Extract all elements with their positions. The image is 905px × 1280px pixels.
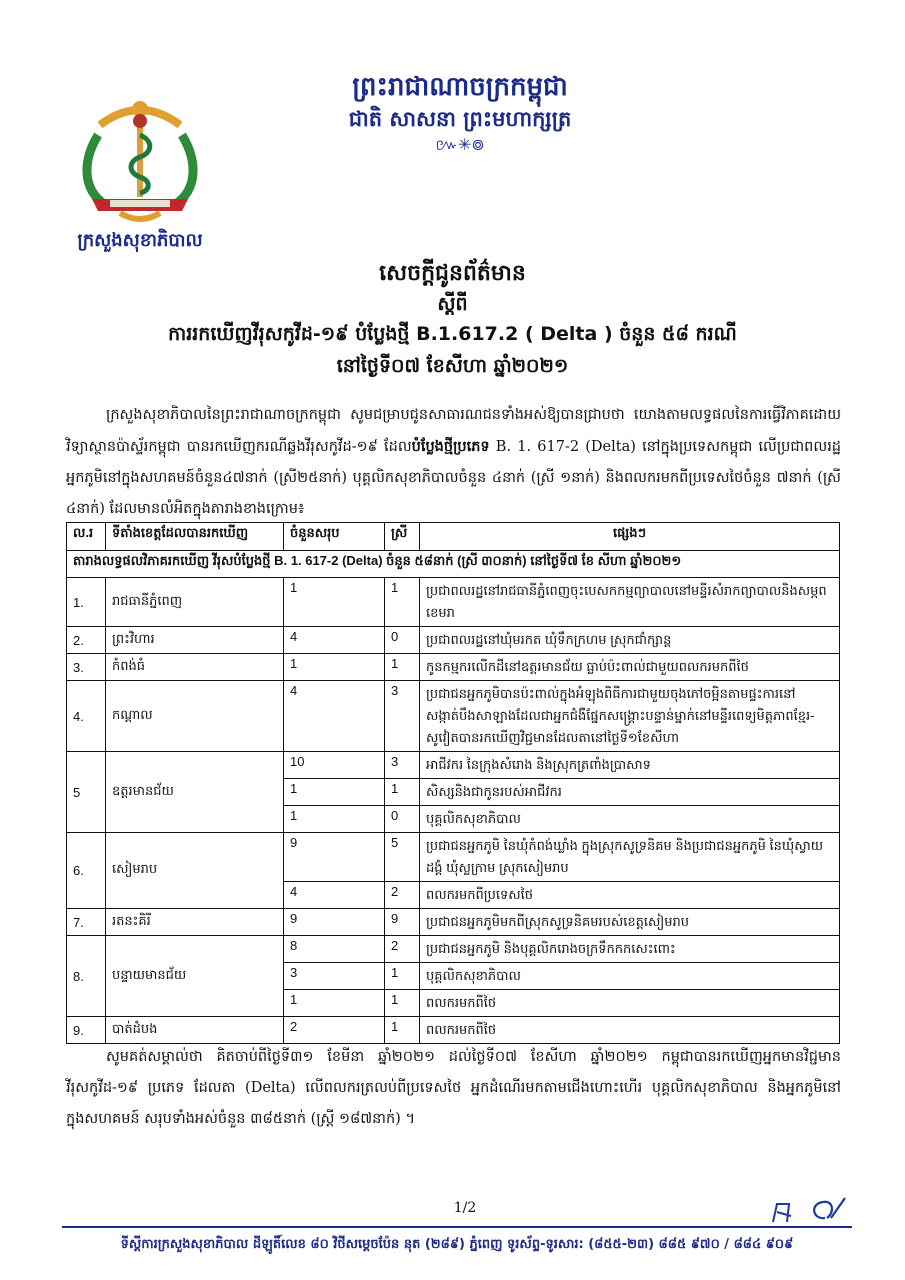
row-number: 4. — [67, 681, 106, 752]
row-number: 3. — [67, 654, 106, 681]
total-count: 9 — [284, 833, 385, 882]
table-row — [67, 654, 840, 681]
province-name: ឧត្តរមានជ័យ — [106, 752, 284, 833]
case-detail: ប្រជាជនអ្នកភូមិបានប៉ះពាល់ក្នុងអំឡុងពិធីការជាមួយចុងភៅចម្អិនតាមផ្ទះការនៅសង្កាត់បឹងសាឡាងដែលជាអ្នកជំងឺផ្នែកសង្គ្រោះបន្ទាន់ម្នាក់នៅមន្ទីរពេទ្យមិត្តភាពខ្មែរ-សូវៀតបានរកឃើញវិជ្ជមានដែលតានៅថ្ងៃទី១ខែសីហា — [420, 681, 840, 752]
row-number: 1. — [67, 578, 106, 627]
national-motto: ជាតិ សាសនា ព្រះមហាក្សត្រ — [348, 107, 572, 131]
table-header-row — [67, 523, 840, 551]
note-paragraph: សូមគត់សម្គាល់ថា គិតចាប់ពីថ្ងៃទី៣១ ខែមីនា ឆ្នាំ២០២១ ដល់ថ្ងៃទី០៧ ខែសីហា ឆ្នាំ២០២១ កម្ពុជាបានរកឃើញអ្នកមានវិជ្ជមានវីរុសកូវីដ-១៩ ប្រភេទ ដែលតា (Delta) លើពលករត្រលប់ពីប្រទេសថៃ អ្នកដំណើរមកតាមជើងហោះហើរ បុគ្គលិកសុខាភិបាល និងអ្នកភូមិនៅក្នុងសហគមន៍ សរុបទាំងអស់ចំនួន ៣៨៥នាក់ (ស្ត្រី ១៨៧នាក់) ។ — [66, 1049, 841, 1127]
female-count: 5 — [385, 833, 420, 882]
total-count: 3 — [284, 963, 385, 990]
document-title-block — [100, 258, 805, 382]
table-row — [67, 578, 840, 627]
province-name: កណ្តាល — [106, 681, 284, 752]
female-count: 3 — [385, 681, 420, 752]
header-location: ទីតាំងខេត្តដែលបានរកឃើញ — [106, 523, 284, 551]
ornament-divider-icon: ៚✳៙ — [435, 135, 485, 154]
row-number: 9. — [67, 1017, 106, 1044]
province-name: រាជធានីភ្នំពេញ — [106, 578, 284, 627]
total-count: 8 — [284, 936, 385, 963]
province-name: សៀមរាប — [106, 833, 284, 909]
ministry-name: ក្រសួងសុខាភិបាល — [77, 230, 203, 251]
row-number: 5 — [67, 752, 106, 833]
table-row — [67, 833, 840, 882]
case-detail: ប្រជាពលរដ្ឋនៅរាជធានីភ្នំពេញចុះបេសកកម្មព្យាបាលនៅមន្ទីរសំរាកព្យាបាលនិងសម្ភពខេមរា — [420, 578, 840, 627]
case-detail: បុគ្គលិកសុខាភិបាល — [420, 963, 840, 990]
title-subject: ការរកឃើញវីរុសកូវីដ-១៩ បំប្លែងថ្មី B.1.617.2 ( Delta ) ចំនួន ៥៨ ករណី — [168, 323, 737, 345]
table-row — [67, 909, 840, 936]
case-detail: ប្រជាជនអ្នកភូមិ និងបុគ្គលិករោងចក្រទឹកកកសេះពោះ — [420, 936, 840, 963]
table-row — [67, 681, 840, 752]
kingdom-name: ព្រះរាជាណាចក្រកម្ពុជា — [352, 72, 568, 102]
title-subject-label: ស្តីពី — [437, 293, 468, 315]
intro-text-part2: B. 1. 617-2 (Delta) នៅក្នុងប្រទេសកម្ពុជា លើប្រជាពលរដ្ឋអ្នកភូមិនៅក្នុងសហគមន៍ចំនួន៤៧នាក់ (ស្រី២៥នាក់) បុគ្គលិកសុខាភិបាលចំនួន ៤នាក់ (ស្រី ១នាក់) និងពលករមកពីប្រទេសថៃចំនួន ៧នាក់ (ស្រី ៤នាក់) ដែលមានលំអិតក្នុងតារាងខាងក្រោម៖ — [66, 439, 841, 517]
female-count: 1 — [385, 990, 420, 1017]
total-count: 4 — [284, 681, 385, 752]
case-detail: អាជីវករ នៃក្រុងសំរោង និងស្រុកត្រពាំងប្រាសាទ — [420, 752, 840, 779]
total-count: 1 — [284, 578, 385, 627]
total-count: 9 — [284, 909, 385, 936]
row-number: 6. — [67, 833, 106, 909]
header-female: ស្រី — [385, 523, 420, 551]
emblem-icon — [70, 95, 210, 225]
province-name: បន្ទាយមានជ័យ — [106, 936, 284, 1017]
total-count: 1 — [284, 654, 385, 681]
province-name: ព្រះវិហារ — [106, 627, 284, 654]
page-number: 1/2 — [453, 1200, 477, 1216]
row-number: 7. — [67, 909, 106, 936]
female-count: 1 — [385, 1017, 420, 1044]
case-detail: កូនកម្មករលើកដីនៅឧត្តរមានជ័យ ធ្លាប់ប៉ះពាល់ជាមួយពលករមកពីថៃ — [420, 654, 840, 681]
female-count: 2 — [385, 936, 420, 963]
table-subheader-row — [67, 551, 840, 578]
footer-address: ទីស្តីការក្រសួងសុខាភិបាល ដីឡូតិ៍លេខ ៨០ វិថីសម្តេចប៉ែន នុត (២៨៩) ភ្នំពេញ ទូរស័ព្ទ-ទូរសារ: (៨៥៥-២៣) ៨៨៥ ៩៧០ / ៨៨៤ ៩០៩ — [120, 1237, 794, 1252]
table-row — [67, 752, 840, 779]
total-count: 1 — [284, 806, 385, 833]
kingdom-header — [300, 70, 620, 156]
total-count: 4 — [284, 882, 385, 909]
case-detail: ពលករមកពីថៃ — [420, 990, 840, 1017]
table-subheader: តារាងលទ្ធផលវិភាគរកឃើញ វីរុសបំប្លែងថ្មី B. 1. 617-2 (Delta) ចំនួន ៥៨នាក់ (ស្រី ៣០នាក់) នៅថ្ងៃទី៧ ខែ សីហា ឆ្នាំ២០២១ — [67, 551, 840, 578]
female-count: 1 — [385, 779, 420, 806]
female-count: 3 — [385, 752, 420, 779]
total-count: 1 — [284, 779, 385, 806]
total-count: 10 — [284, 752, 385, 779]
header-no: ល.រ — [67, 523, 106, 551]
table-body — [67, 578, 840, 1044]
table-row — [67, 1017, 840, 1044]
case-detail: ប្រជាជនអ្នកភូមិ នៃឃុំកំពង់ឃ្លាំង ក្នុងស្រុកសូទ្រនិគម និងប្រជាជនអ្នកភូមិ នៃឃុំស្វាយដង្គំ ឃុំស្លក្រាម ស្រុកសៀមរាប — [420, 833, 840, 882]
ministry-emblem-logo — [70, 95, 210, 225]
handwritten-initials-icon — [765, 1194, 850, 1228]
cases-table — [66, 522, 840, 1044]
total-count: 4 — [284, 627, 385, 654]
case-detail: ពលករមកពីថៃ — [420, 1017, 840, 1044]
female-count: 9 — [385, 909, 420, 936]
province-name: បាត់ដំបង — [106, 1017, 284, 1044]
intro-paragraph — [66, 400, 841, 525]
province-name: កំពង់ធំ — [106, 654, 284, 681]
table-row — [67, 936, 840, 963]
document-type-title: សេចក្តីជូនព័ត៌មាន — [379, 261, 526, 286]
case-detail: ប្រជាជនអ្នកភូមិមកពីស្រុកសូទ្រនិគមរបស់ខេត្តសៀមរាប — [420, 909, 840, 936]
female-count: 2 — [385, 882, 420, 909]
intro-text-bold: បំប្លែងថ្មីប្រភេទ — [411, 438, 490, 455]
case-detail: ពលករមកពីប្រទេសថៃ — [420, 882, 840, 909]
province-name: រតនះគិរី — [106, 909, 284, 936]
female-count: 1 — [385, 654, 420, 681]
row-number: 2. — [67, 627, 106, 654]
header-total: ចំនួនសរុប — [284, 523, 385, 551]
title-date: នៅថ្ងៃទី០៧ ខែសីហា ឆ្នាំ២០២១ — [336, 355, 569, 377]
footer-divider — [62, 1226, 852, 1228]
case-detail: ប្រជាពលរដ្ឋនៅឃុំមរកត ឃុំទឹកក្រហម ស្រុកជាំក្សាន្ត — [420, 627, 840, 654]
female-count: 1 — [385, 963, 420, 990]
case-detail: សិស្សនិងជាកូនរបស់អាជីវករ — [420, 779, 840, 806]
total-count: 1 — [284, 990, 385, 1017]
female-count: 1 — [385, 578, 420, 627]
table-row — [67, 627, 840, 654]
case-detail: បុគ្គលិកសុខាភិបាល — [420, 806, 840, 833]
header-details: ផ្សេងៗ — [420, 523, 840, 551]
row-number: 8. — [67, 936, 106, 1017]
female-count: 0 — [385, 627, 420, 654]
female-count: 0 — [385, 806, 420, 833]
total-count: 2 — [284, 1017, 385, 1044]
intro-text-part1: ក្រសួងសុខាភិបាលនៃព្រះរាជាណាចក្រកម្ពុជា សូមជម្រាបជូនសាធារណជនទាំងអស់ឱ្យបានជ្រាបថា យោងតាមលទ្ធផលនៃការធ្វើវិភាគដោយវិទ្យាស្ថានប៉ាស្ទ័រកម្ពុជា បានរកឃើញករណីឆ្លងវីរុសកូវីដ-១៩ ដែល — [66, 407, 841, 455]
